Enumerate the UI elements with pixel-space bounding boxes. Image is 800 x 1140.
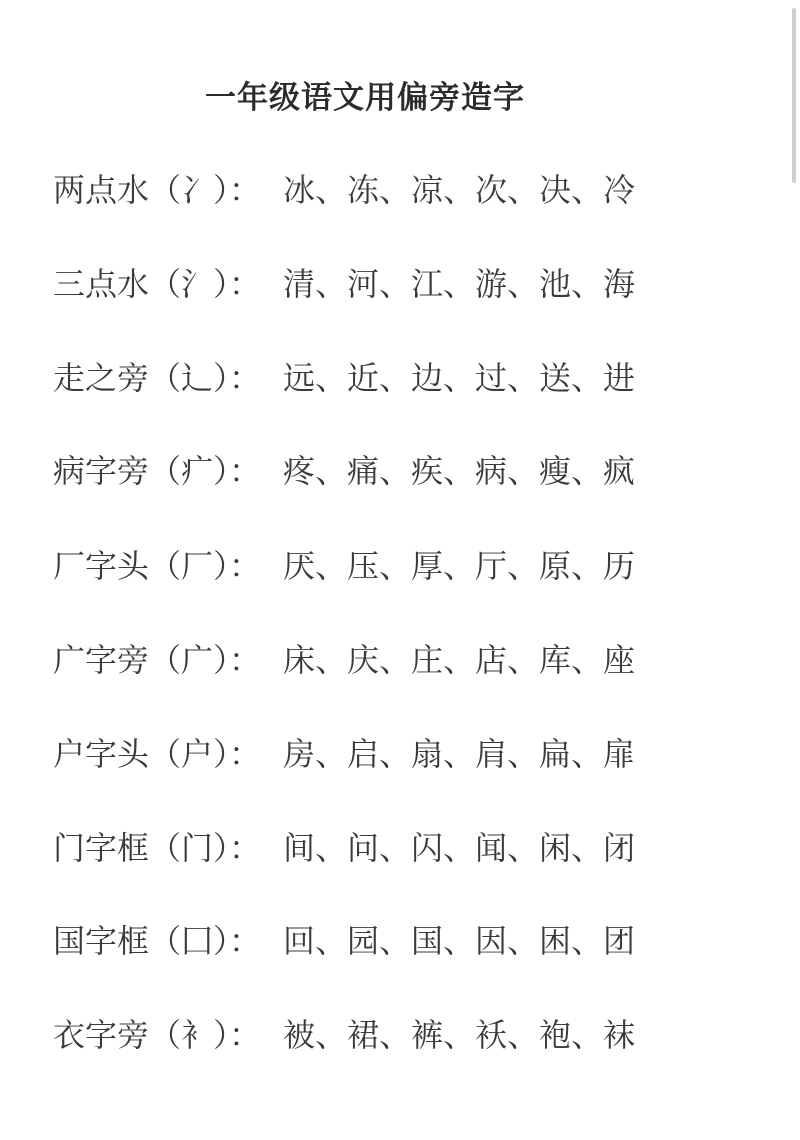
example-characters: 厌、压、厚、厅、原、历	[283, 547, 636, 585]
radical-label: 走之旁（辶）：	[53, 359, 262, 397]
example-characters: 清、河、江、游、池、海	[283, 265, 636, 303]
radical-label: 门字框（门）：	[53, 829, 262, 867]
page-title: 一年级语文用偏旁造字	[205, 80, 525, 116]
radical-row	[53, 444, 635, 494]
radical-row	[53, 351, 635, 401]
radical-row	[53, 1008, 635, 1058]
radical-label: 衣字旁（衤）：	[53, 1016, 262, 1054]
scrollbar[interactable]	[792, 8, 796, 183]
radical-label: 国字框（囗）：	[53, 922, 262, 960]
example-characters: 房、启、扇、肩、扁、扉	[283, 735, 636, 773]
radical-row	[53, 821, 635, 871]
example-characters: 床、庆、庄、店、库、座	[283, 641, 636, 679]
radical-label: 两点水（冫）：	[53, 171, 262, 209]
radical-label: 厂字头（厂）：	[53, 547, 262, 585]
radical-label: 广字旁（广）：	[53, 641, 262, 679]
example-characters: 远、近、边、过、送、进	[283, 359, 636, 397]
radical-label: 病字旁（疒）：	[53, 452, 262, 490]
radical-row	[53, 633, 635, 683]
radical-row	[53, 163, 635, 213]
radical-row	[53, 257, 635, 307]
example-characters: 被、裙、裤、袄、袍、袜	[283, 1016, 636, 1054]
example-characters: 疼、痛、疾、病、瘦、疯	[283, 452, 636, 490]
example-characters: 冰、冻、凉、次、决、冷	[283, 171, 636, 209]
radical-row	[53, 539, 635, 589]
radical-label: 三点水（氵）：	[53, 265, 262, 303]
radical-row	[53, 914, 635, 964]
radical-row	[53, 727, 635, 777]
example-characters: 回、园、国、因、困、团	[283, 922, 636, 960]
radical-label: 户字头（户）：	[53, 735, 262, 773]
example-characters: 间、问、闪、闻、闲、闭	[283, 829, 636, 867]
